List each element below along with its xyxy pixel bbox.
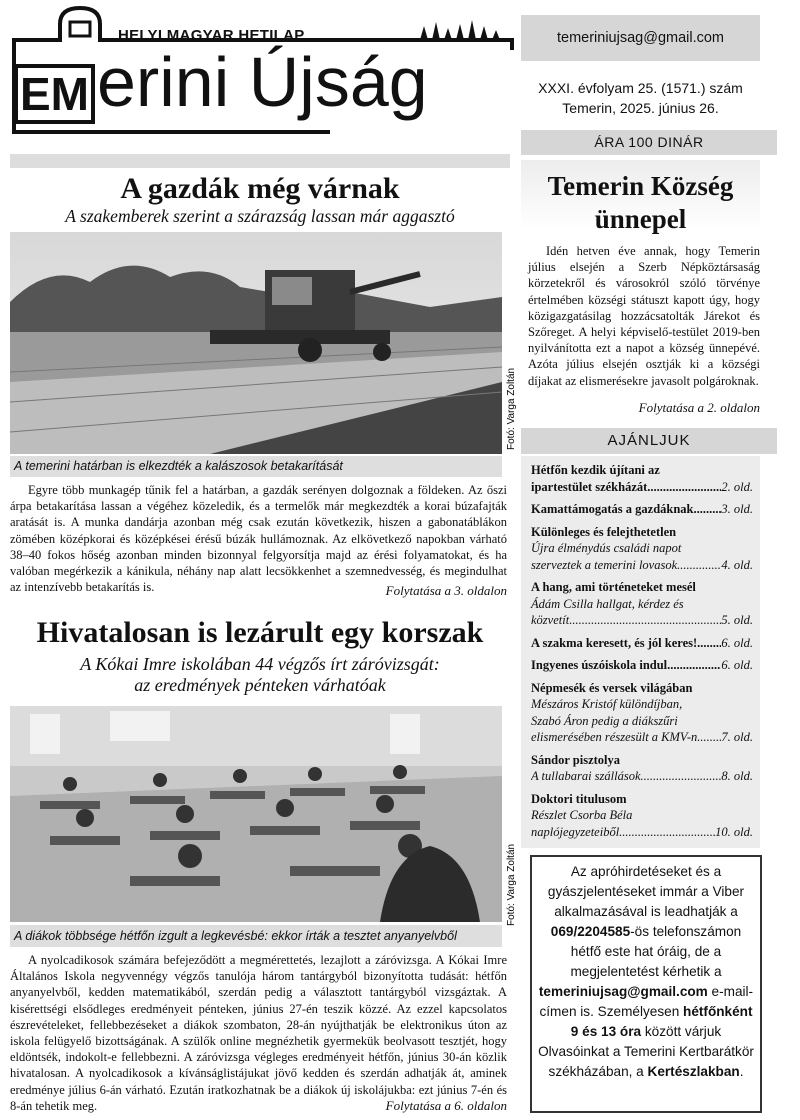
svg-text:Fotó: Varga Zoltán: Fotó: Varga Zoltán bbox=[506, 843, 517, 926]
recommended-item[interactable] bbox=[531, 524, 753, 574]
recommended-box bbox=[521, 456, 760, 848]
recommended-item[interactable] bbox=[531, 680, 753, 746]
issue-number: XXXI. évfolyam 25. (1571.) szám bbox=[538, 80, 743, 96]
recommended-item[interactable] bbox=[531, 501, 753, 518]
notice-times: hétfőnként 9 és 13 óra bbox=[570, 1004, 753, 1039]
recommended-item-page: 4. old. bbox=[721, 557, 753, 572]
recommended-item-title: Hétfőn kezdik újítani az bbox=[531, 463, 660, 477]
article1-title[interactable]: A gazdák még várnak bbox=[120, 172, 400, 205]
newspaper-logo[interactable] bbox=[14, 42, 428, 122]
tagline: HELYI MAGYAR HETILAP bbox=[118, 27, 305, 44]
recommended-heading: AJÁNLJUK bbox=[521, 428, 777, 454]
price-banner: ÁRA 100 DINÁR bbox=[521, 130, 777, 155]
recommended-item[interactable] bbox=[531, 752, 753, 785]
article2-title[interactable]: Hivatalosan is lezárult egy korszak bbox=[36, 616, 484, 649]
logo-em: EM bbox=[14, 64, 95, 124]
right-article-title-line2: ünnepel bbox=[594, 204, 687, 234]
notice-text-5: . bbox=[739, 1064, 744, 1079]
recommended-item-last-line: A szakma keresett, és jól keres! ..... bbox=[531, 635, 721, 652]
article2-subtitle-line2: az eredmények pénteken várhatóak bbox=[134, 675, 386, 695]
notice-email[interactable]: temeriniujsag@gmail.com bbox=[538, 984, 708, 999]
right-article-body: Idén hetven éve annak, hogy Temerin július elsején a Szerb Népköztársaság körzetekről és városokról szóló törvénye értelmében községi státuszt kapott úgy, hogy közigazgatásilag hozzácsatolták Járekot és Szőreget. A helyi képviselő-testület 2019-ben nyilvánította ezt a napot a község ünnepévé. Azóta július elsején osztják ki a községi díjakat az elismerésekre javasolt polgároknak. bbox=[528, 244, 760, 388]
recommended-item-page: 6. old. bbox=[721, 635, 753, 650]
issue-info bbox=[521, 78, 760, 118]
recommended-item-description: Mészáros Kristóf különdíjban, bbox=[531, 697, 683, 711]
recommended-item-title: Különleges és felejthetetlen bbox=[531, 524, 677, 539]
article2-continued-link[interactable]: Folytatása a 6. oldalon bbox=[385, 1098, 507, 1113]
notice-place: Kertészlakban bbox=[647, 1064, 740, 1079]
recommended-item-last-line: közvetít ..... bbox=[531, 612, 721, 629]
recommended-item-last-line: Ingyenes úszóiskola indul ..... bbox=[531, 657, 721, 674]
recommended-item[interactable] bbox=[531, 657, 753, 674]
article1-subtitle: A szakemberek szerint a szárazság lassan már aggasztó bbox=[65, 206, 455, 226]
recommended-item-page: 5. old. bbox=[721, 613, 753, 627]
svg-text:Fotó: Varga Zoltán: Fotó: Varga Zoltán bbox=[506, 367, 517, 450]
right-article-continued-link[interactable]: Folytatása a 2. oldalon bbox=[638, 400, 760, 415]
article2-photo-credit bbox=[504, 830, 518, 930]
classified-notice-box bbox=[530, 855, 762, 1113]
recommended-item-description: Ádám Csilla hallgat, kérdez és bbox=[531, 596, 684, 611]
harvest-photo bbox=[10, 232, 502, 454]
article2-body: A nyolcadikosok számára befejeződött a megmérettetés, lezajlott a záróvizsga. A Kókai Imre Általános Iskola negyvennégy végzős tanulója három tantárgyból bizonyította tudását: hétfőn anyanyelvből, kedden matematikából, szerdán pedig a választott tantárgyból vizsgáztak. A kisérettségi elsődleges eredményeit pénteken, június 27-én teszik közzé. Az ezzel kapcsolatos észrevételeket, fellebbezéseket a diákok szombaton, 28-án nyújthatják be elektronikus úton az iskola felügyelő bizottságának. A szülők online megnézhetik gyermekük beolvasott tesztjét, hogy eldöntsék, indokolt-e fellebbezni. A záróvizsga végleges eredményeit hétfőn, június 30-án közlik hivatalosan. A nyolcadikosok a kívánságlistájukat jövő kedden és szerdán adhatják át, aminek eredménye július 6-án várható. Ezután iratkozhatnak be a diákok új iskolájukba: ezt június 7-én és 8-án tehetik meg. bbox=[10, 953, 507, 1113]
recommended-item[interactable] bbox=[531, 462, 753, 495]
recommended-item-title: Doktori titulusom bbox=[531, 791, 627, 806]
masthead bbox=[0, 0, 520, 150]
recommended-item-page: 7. old. bbox=[721, 730, 753, 744]
recommended-item-title: A hang, ami történeteket mesél bbox=[531, 580, 696, 594]
article2-subtitle bbox=[10, 654, 510, 696]
recommended-item[interactable] bbox=[531, 579, 753, 629]
right-article-title-line1: Temerin Község bbox=[547, 171, 734, 201]
notice-text-3: e-mail-címen is. Személyesen bbox=[539, 984, 754, 1019]
article1-body: Egyre több munkagép tűnik fel a határban, a gazdák serényen dolgoznak a földeken. Az őszi árpa betakarítása lassan a végéhez közeledik, és a termelők már megkezdték a korai búzafajták aratását is. A munka dandárja azonban még csak ezután következik, hiszen a gabonatáblákon zömében középkorai és középkései érésű búzák hullámoznak. Az elkövetkező napokban várható 38–40 fokos hőség azonban minden bizonnyal felgyorsítja majd az érési folyamatokat, és ha valóban megérkezik a kánikula, néhány nap alatt lecsökkenhet a szemnedvesség, és megindulhat az intenzívebb betakarítás is. bbox=[10, 483, 507, 595]
recommended-item-page: 6. old. bbox=[721, 658, 753, 672]
recommended-item[interactable] bbox=[531, 635, 753, 652]
recommended-list bbox=[531, 462, 753, 846]
notice-text-2: -ös telefonszámon hétfő este hat óráig, de a megjelentetést kérhetik a bbox=[570, 924, 742, 979]
recommended-item-description: Újra élménydús családi napot bbox=[531, 541, 682, 555]
article1-photo-caption: A temerini határban is elkezdték a kalászosok betakarítását bbox=[10, 456, 502, 477]
recommended-item-title: Sándor pisztolya bbox=[531, 752, 621, 767]
notice-phone[interactable]: 069/2204585 bbox=[550, 924, 631, 939]
header-divider bbox=[10, 154, 510, 168]
recommended-item-last-line: naplójegyzeteiből ..... bbox=[531, 824, 715, 841]
recommended-item-page: 3. old. bbox=[721, 502, 753, 516]
recommended-item-description: Részlet Csorba Béla bbox=[531, 808, 633, 822]
recommended-item-description: Szabó Áron pedig a diákszűri bbox=[531, 713, 678, 728]
exam-hall-photo bbox=[10, 706, 502, 922]
article1-photo-credit bbox=[504, 300, 518, 460]
recommended-item[interactable] bbox=[531, 791, 753, 841]
recommended-item-last-line: ipartestület székházát ..... bbox=[531, 479, 721, 496]
issue-date: Temerin, 2025. június 26. bbox=[562, 100, 719, 116]
article1-continued-link[interactable]: Folytatása a 3. oldalon bbox=[385, 583, 507, 598]
notice-text-1: Az apróhirdetéseket és a gyászjelentéseket immár a Viber alkalmazásával is leadhatják a bbox=[547, 864, 745, 919]
notice-text-4: között várjuk Olvasóinkat a Temerini Kertbarátkör székházában, a bbox=[538, 1024, 754, 1079]
recommended-item-last-line: A tullabarai szállások ..... bbox=[531, 768, 721, 785]
article2-subtitle-line1: A Kókai Imre iskolában 44 végzős írt záróvizsgát: bbox=[80, 654, 440, 674]
recommended-item-title: Népmesék és versek világában bbox=[531, 680, 693, 695]
logo-rest: erini Újság bbox=[97, 43, 428, 121]
recommended-item-last-line: szerveztek a temerini lovasok ..... bbox=[531, 557, 721, 574]
header-email[interactable]: temeriniujsag@gmail.com bbox=[521, 15, 760, 61]
right-article-title[interactable] bbox=[521, 170, 760, 236]
recommended-item-page: 8. old. bbox=[721, 769, 753, 783]
recommended-item-page: 2. old. bbox=[721, 479, 753, 494]
recommended-item-last-line: elismerésében részesült a KMV-n ..... bbox=[531, 729, 721, 746]
article2-photo-caption: A diákok többsége hétfőn izgult a legkevésbé: ekkor írták a tesztet anyanyelvből bbox=[10, 925, 502, 947]
recommended-item-page: 10. old. bbox=[715, 824, 753, 839]
recommended-item-last-line: Kamattámogatás a gazdáknak ..... bbox=[531, 501, 721, 518]
